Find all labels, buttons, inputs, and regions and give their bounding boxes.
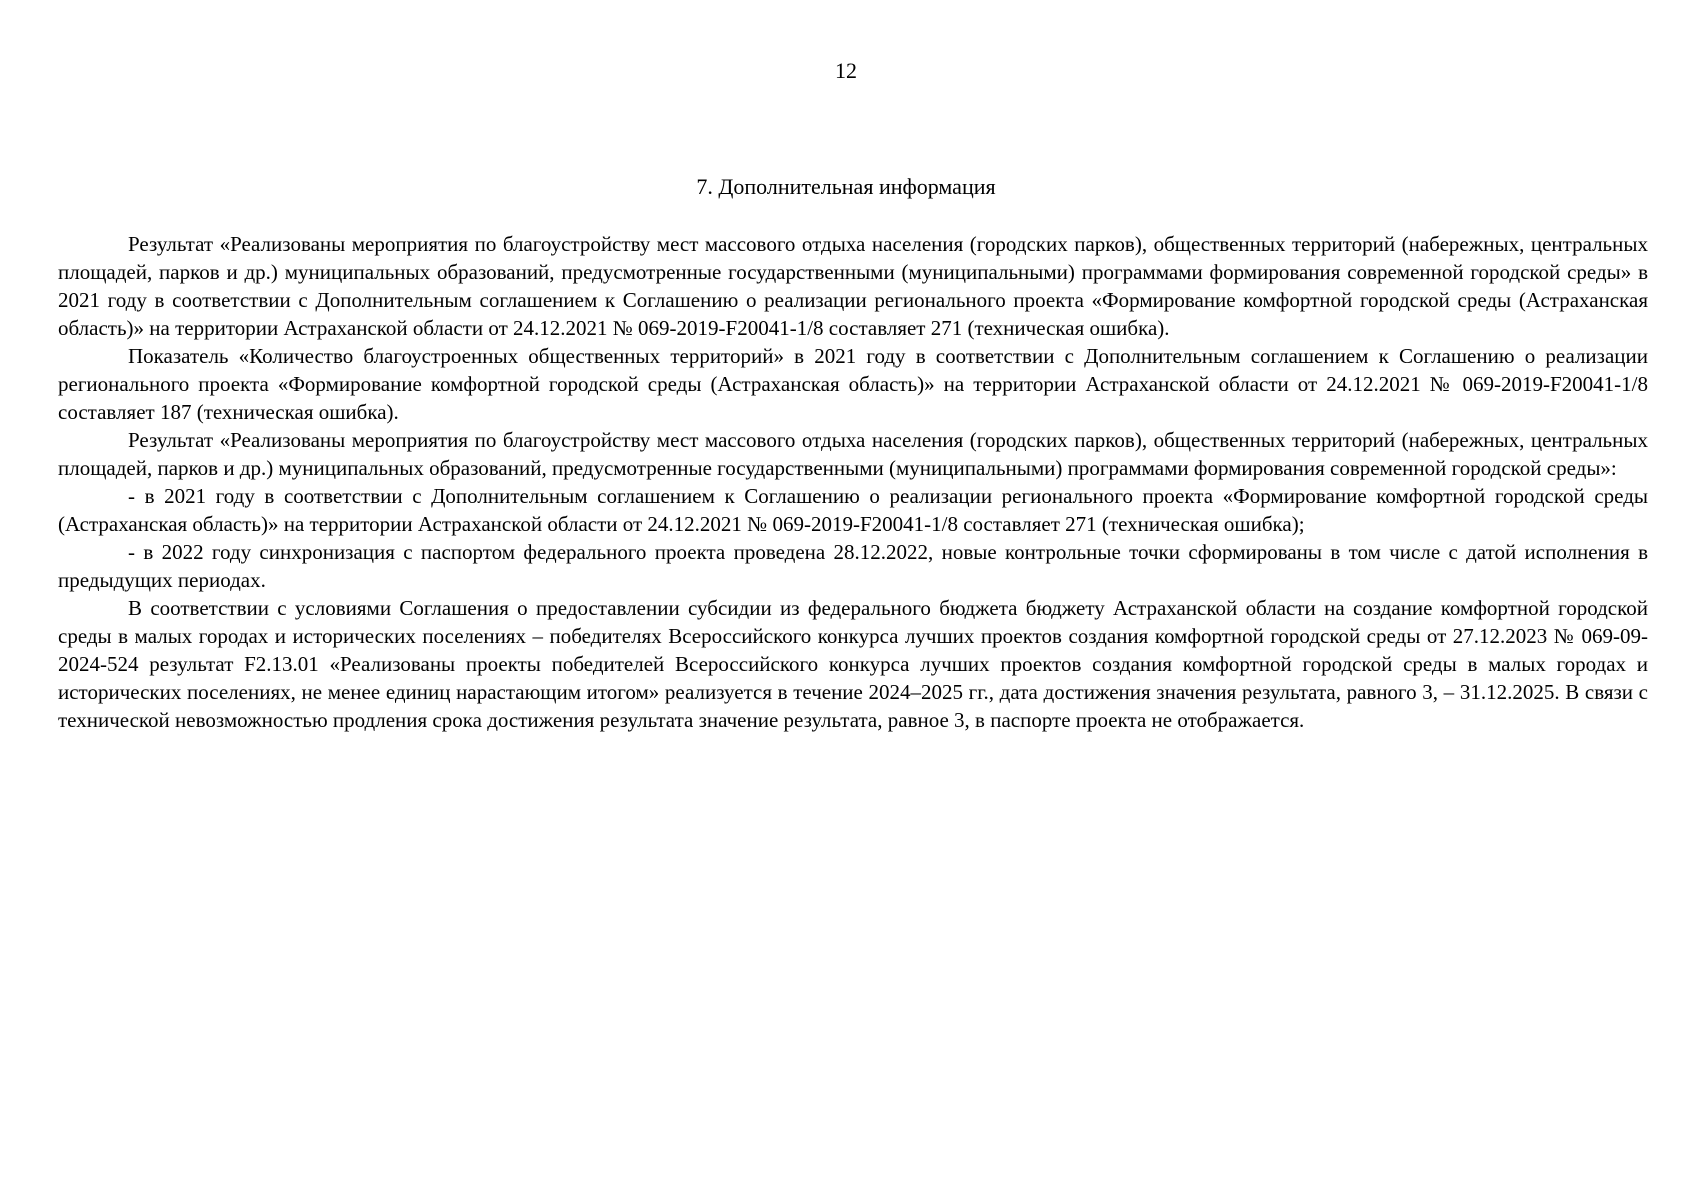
paragraph-indicator-2021: Показатель «Количество благоустроенных общественных территорий» в 2021 году в соответствии с Дополнительным соглашением к Соглашению о реализации регионального проекта «Формирование комфортной городской среды (Астраханская область)» на территории Астраханской области от 24.12.2021 № 069-2019-F20041-1/8 составляет 187 (техническая ошибка). — [58, 344, 1648, 424]
document-body — [58, 230, 1648, 734]
paragraph-result-2021: Результат «Реализованы мероприятия по благоустройству мест массового отдыха населения (городских парков), общественных территорий (набережных, центральных площадей, парков и др.) муниципальных образований, предусмотренные государственными (муниципальными) программами формирования современной городской среды» в 2021 году в соответствии с Дополнительным соглашением к Соглашению о реализации регионального проекта «Формирование комфортной городской среды (Астраханская область)» на территории Астраханской области от 24.12.2021 № 069-2019-F20041-1/8 составляет 271 (техническая ошибка). — [58, 232, 1648, 340]
section-title: 7. Дополнительная информация — [696, 174, 996, 199]
page-number: 12 — [835, 58, 857, 83]
list-item-2021: - в 2021 году в соответствии с Дополнительным соглашением к Соглашению о реализации регионального проекта «Формирование комфортной городской среды (Астраханская область)» на территории Астраханской области от 24.12.2021 № 069-2019-F20041-1/8 составляет 271 (техническая ошибка); — [58, 484, 1648, 536]
list-item-2022: - в 2022 году синхронизация с паспортом федерального проекта проведена 28.12.2022, новые контрольные точки сформированы в том числе с датой исполнения в предыдущих периодах. — [58, 540, 1648, 592]
paragraph-result-intro: Результат «Реализованы мероприятия по благоустройству мест массового отдыха населения (городских парков), общественных территорий (набережных, центральных площадей, парков и др.) муниципальных образований, предусмотренные государственными (муниципальными) программами формирования современной городской среды»: — [58, 428, 1648, 480]
paragraph-agreement: В соответствии с условиями Соглашения о предоставлении субсидии из федерального бюджета бюджету Астраханской области на создание комфортной городской среды в малых городах и исторических поселениях – победителях Всероссийского конкурса лучших проектов создания комфортной городской среды от 27.12.2023 № 069-09-2024-524 результат F2.13.01 «Реализованы проекты победителей Всероссийского конкурса лучших проектов создания комфортной городской среды в малых городах и исторических поселениях, не менее единиц нарастающим итогом» реализуется в течение 2024–2025 гг., дата достижения значения результата, равного 3, – 31.12.2025. В связи с технической невозможностью продления срока достижения результата значение результата, равное 3, в паспорте проекта не отображается. — [58, 596, 1648, 732]
